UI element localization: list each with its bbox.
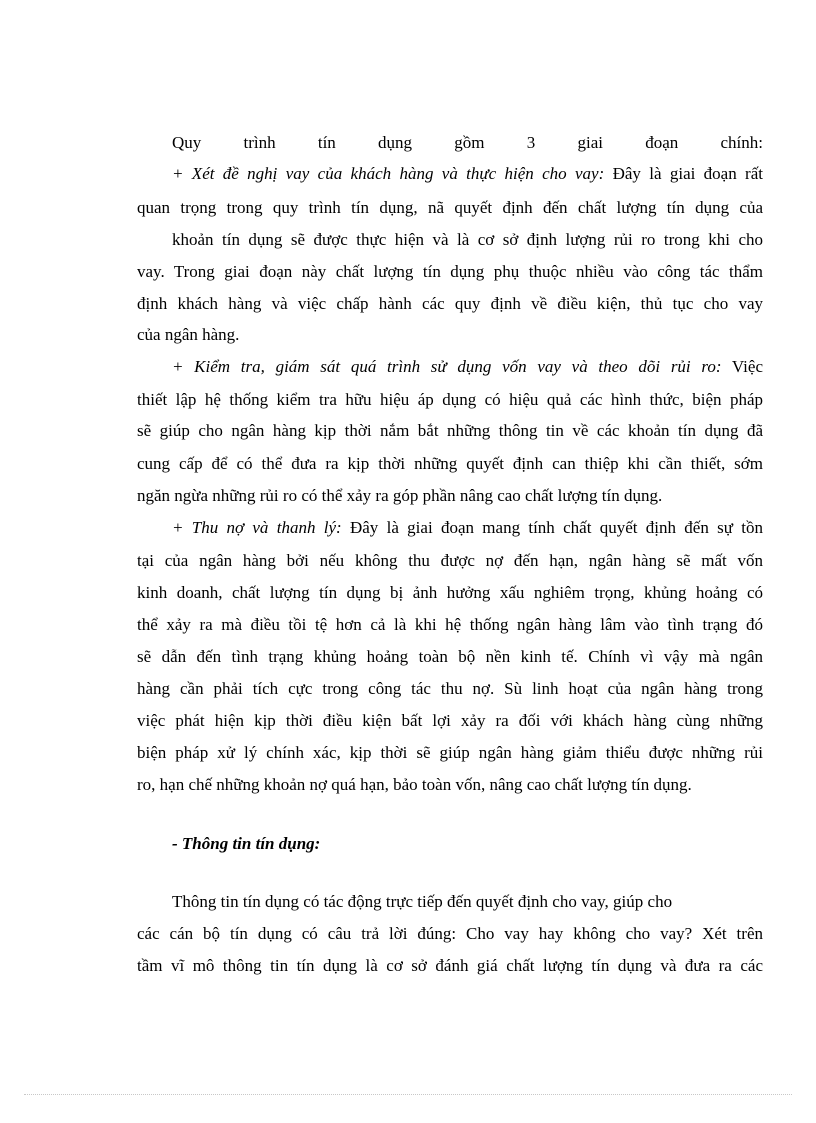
loan-proposal-text: Đây là giai đoạn rất [604,164,763,183]
page-bottom-divider [24,1094,792,1095]
monitoring-heading: + Kiểm tra, giám sát quá trình sử dụng vốn vay và theo dõi rủi ro: [172,357,722,376]
paragraph-line: cung cấp để có thể đưa ra kịp thời những quyết định can thiệp khi cần thiết, sớm [137,454,763,473]
paragraph-line: vay. Trong giai đoạn này chất lượng tín dụng phụ thuộc nhiều vào công tác thẩm [137,262,763,281]
paragraph-loan-proposal-line [172,162,763,186]
paragraph-line: việc phát hiện kịp thời điều kiện bất lợi xảy ra đối với khách hàng cùng những [137,711,763,730]
paragraph-line: Thông tin tín dụng có tác động trực tiếp đến quyết định cho vay, giúp cho [172,892,673,911]
paragraph-line: hàng cần phải tích cực trong công tác thu nợ. Sù linh hoạt của ngân hàng trong [137,679,763,698]
paragraph-monitoring-line [172,355,763,379]
paragraph-line: định khách hàng và việc chấp hành các quy định về điều kiện, thủ tục cho vay [137,294,763,313]
paragraph-line: thiết lập hệ thống kiểm tra hữu hiệu áp dụng có hiệu quả các hình thức, biện pháp [137,390,763,409]
loan-proposal-heading: + Xét đề nghị vay của khách hàng và thực hiện cho vay: [172,164,605,183]
debt-collection-heading: + Thu nợ và thanh lý: [172,518,342,537]
paragraph-line: biện pháp xử lý chính xác, kịp thời sẽ giúp ngân hàng giảm thiểu được những rủi [137,743,763,762]
paragraph-line: sẽ giúp cho ngân hàng kịp thời nắm bắt những thông tin về các khoản tín dụng đã [137,421,763,440]
paragraph-line: các cán bộ tín dụng có câu trả lời đúng: Cho vay hay không cho vay? Xét trên [137,924,763,943]
paragraph-line: ngăn ngừa những rủi ro có thể xảy ra góp phần nâng cao chất lượng tín dụng. [137,486,663,505]
section-heading-credit-information: - Thông tin tín dụng: [172,834,321,853]
paragraph-debt-collection-line [172,516,763,540]
debt-collection-text: Đây là giai đoạn mang tính chất quyết định đến sự tồn [341,518,763,537]
paragraph-line: ro, hạn chế những khoản nợ quá hạn, bảo toàn vốn, nâng cao chất lượng tín dụng. [137,775,692,794]
paragraph-line: quan trọng trong quy trình tín dụng, nã quyết định đến chất lượng tín dụng của [137,198,763,217]
paragraph-line: thể xảy ra mà điều tồi tệ hơn cả là khi hệ thống ngân hàng lâm vào tình trạng đó [137,615,763,634]
paragraph-line: tại của ngân hàng bởi nếu không thu được nợ đến hạn, ngân hàng sẽ mất vốn [137,551,763,570]
paragraph-line: khoản tín dụng sẽ được thực hiện và là cơ sở định lượng rủi ro trong khi cho [172,230,763,249]
paragraph-line: kinh doanh, chất lượng tín dụng bị ảnh hưởng xấu nghiêm trọng, khủng hoảng có [137,583,763,602]
paragraph-line: tầm vĩ mô thông tin tín dụng là cơ sở đánh giá chất lượng tín dụng và đưa ra các [137,956,763,975]
paragraph-line: của ngân hàng. [137,325,240,344]
monitoring-text: Việc [721,357,763,376]
paragraph-line: sẽ dẫn đến tình trạng khủng hoảng toàn bộ nền kinh tế. Chính vì vậy mà ngân [137,647,763,666]
paragraph-intro-line: Quy trình tín dụng gồm 3 giai đoạn chính: [172,133,763,152]
